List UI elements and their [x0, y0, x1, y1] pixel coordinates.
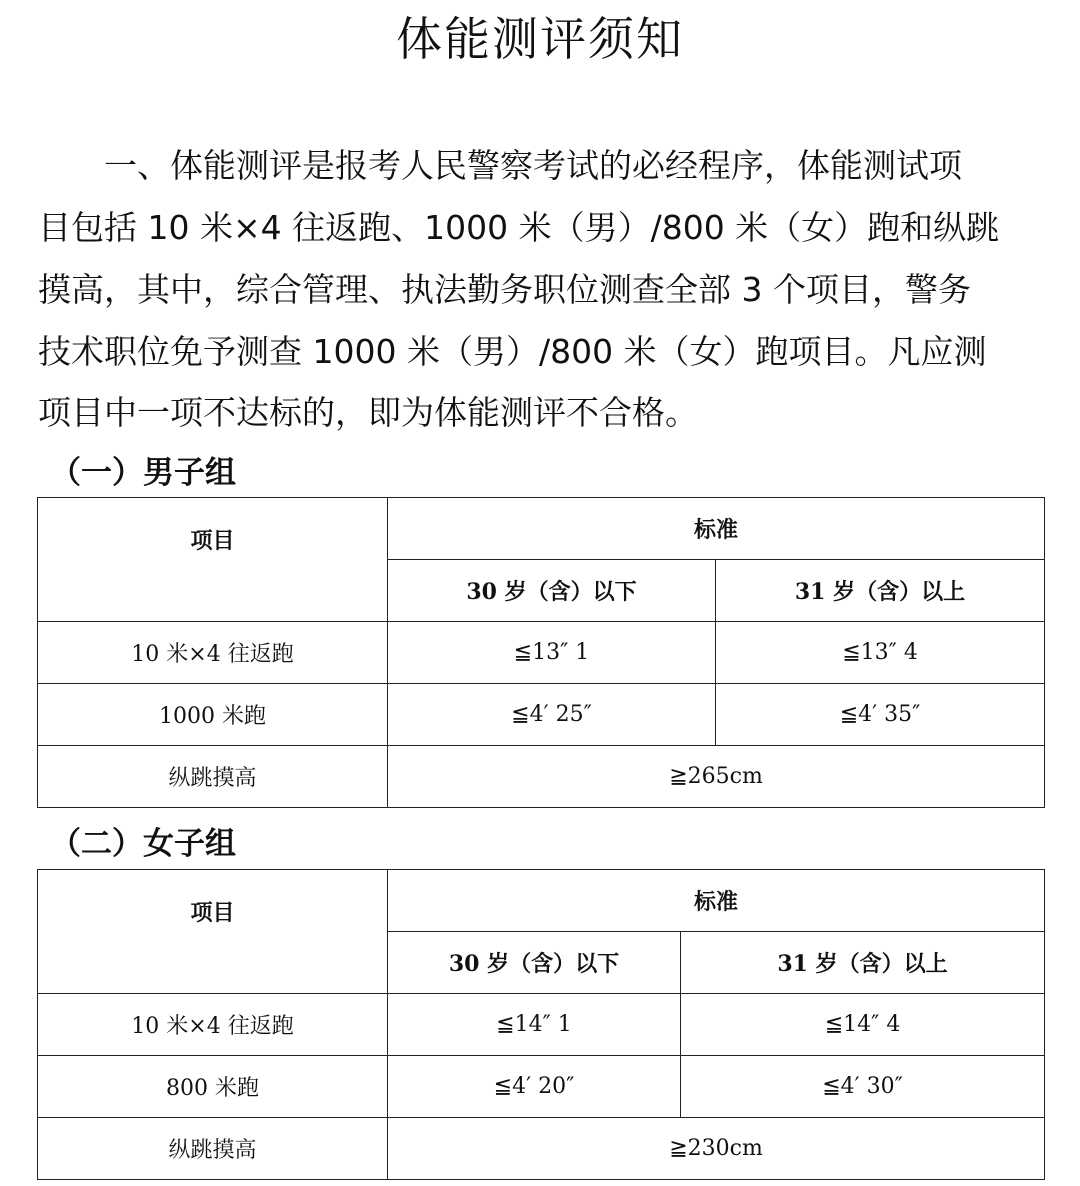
row-value: ≧230cm [388, 1118, 1045, 1180]
row-value-under: ≦4′ 25″ [388, 684, 716, 746]
header-item: 项目 [38, 870, 388, 994]
male-group-heading: （一）男子组 [50, 455, 236, 491]
row-value-under: ≦14″ 1 [388, 994, 681, 1056]
intro-line-4: 技术职位免予测查 1000 米（男）/800 米（女）跑项目。凡应测 [38, 332, 987, 371]
header-age-under-30: 30 岁（含）以下 [388, 560, 716, 622]
header-standard: 标准 [388, 870, 1045, 932]
female-group-heading: （二）女子组 [50, 826, 236, 862]
row-value-over: ≦13″ 4 [716, 622, 1045, 684]
row-value-under: ≦13″ 1 [388, 622, 716, 684]
header-age-over-31: 31 岁（含）以上 [681, 932, 1045, 994]
row-item: 10 米×4 往返跑 [38, 994, 388, 1056]
table-row [38, 1056, 1045, 1118]
row-value: ≧265cm [388, 746, 1045, 808]
male-standards-table [37, 497, 1045, 808]
header-age-over-31: 31 岁（含）以上 [716, 560, 1045, 622]
row-value-under: ≦4′ 20″ [388, 1056, 681, 1118]
table-row [38, 684, 1045, 746]
header-item: 项目 [38, 498, 388, 622]
intro-line-3: 摸高，其中，综合管理、执法勤务职位测查全部 3 个项目，警务 [38, 270, 971, 309]
row-item: 1000 米跑 [38, 684, 388, 746]
header-age-under-30: 30 岁（含）以下 [388, 932, 681, 994]
row-item: 纵跳摸高 [38, 746, 388, 808]
table-row [38, 746, 1045, 808]
row-value-over: ≦4′ 35″ [716, 684, 1045, 746]
row-item: 纵跳摸高 [38, 1118, 388, 1180]
row-value-over: ≦4′ 30″ [681, 1056, 1045, 1118]
row-value-over: ≦14″ 4 [681, 994, 1045, 1056]
page-title: 体能测评须知 [396, 12, 684, 66]
row-item: 800 米跑 [38, 1056, 388, 1118]
female-standards-table [37, 869, 1045, 1180]
table-row [38, 994, 1045, 1056]
table-row [38, 622, 1045, 684]
row-item: 10 米×4 往返跑 [38, 622, 388, 684]
intro-line-2: 目包括 10 米×4 往返跑、1000 米（男）/800 米（女）跑和纵跳 [38, 208, 1000, 247]
intro-line-5: 项目中一项不达标的，即为体能测评不合格。 [38, 393, 698, 432]
header-standard: 标准 [388, 498, 1045, 560]
table-row [38, 1118, 1045, 1180]
intro-line-1: 一、体能测评是报考人民警察考试的必经程序，体能测试项 [38, 146, 962, 185]
